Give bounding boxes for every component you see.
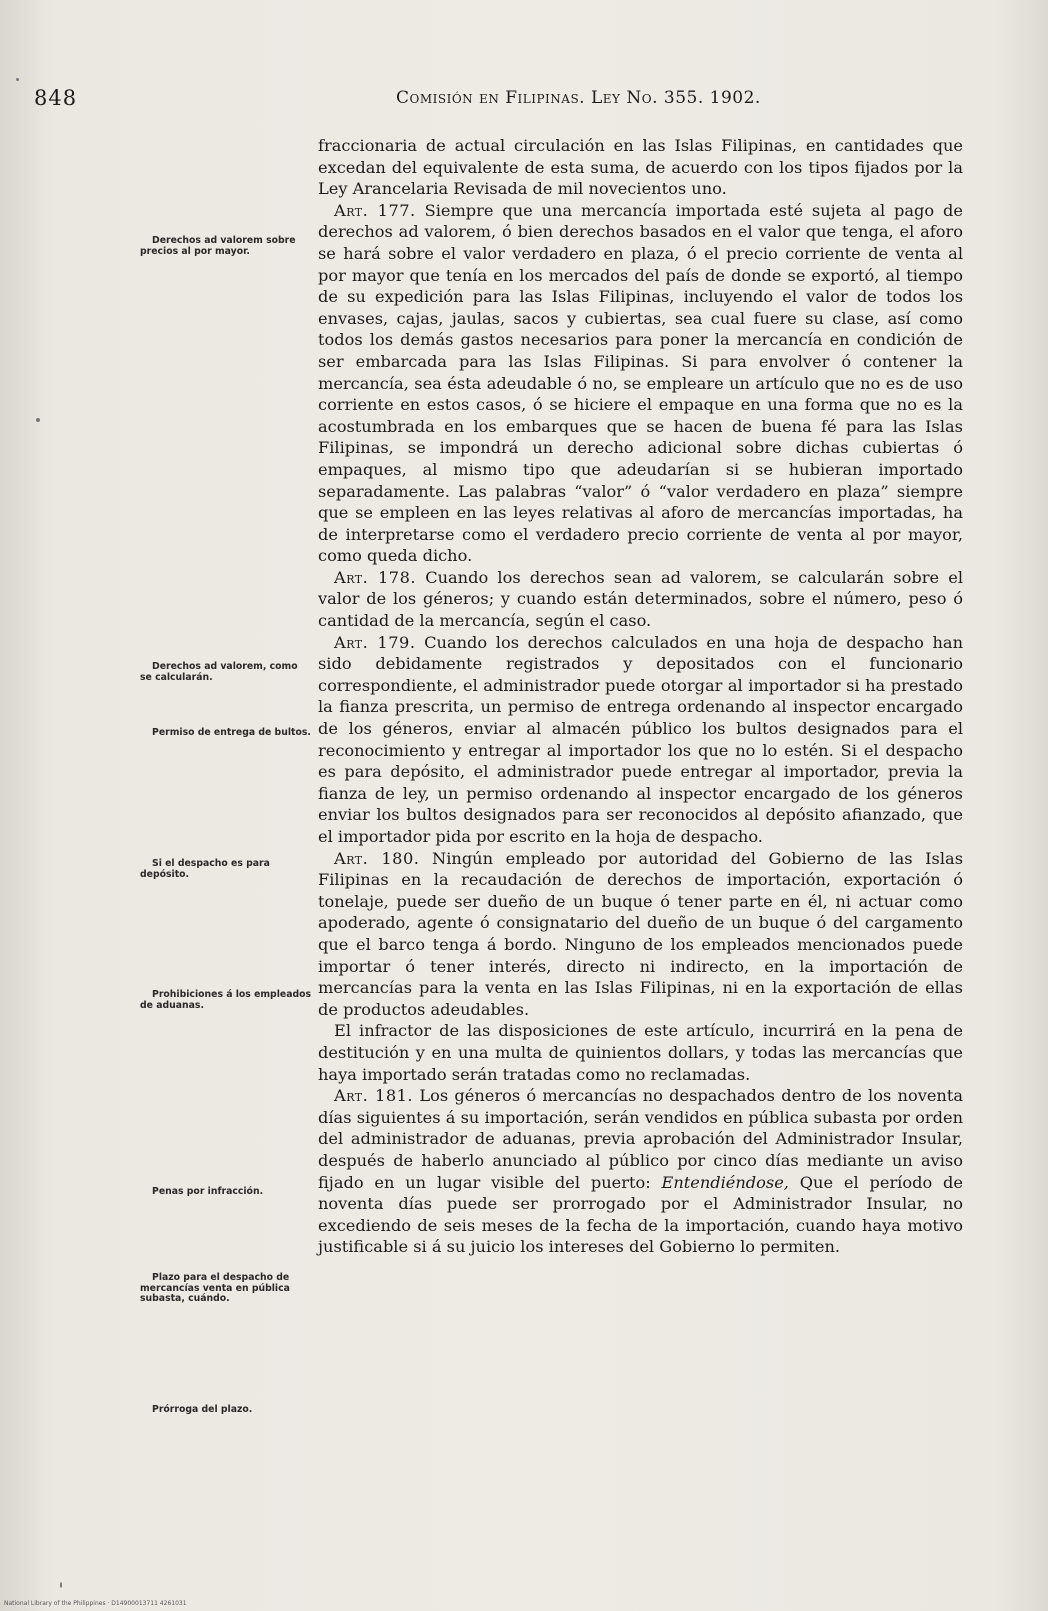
article-178-text: Cuando los derechos sean ad valorem, se calcularán sobre el valor de los géneros; y cuando están determinados, sobre el número, peso ó cantidad de la mercancía, según el caso. [318, 567, 963, 631]
article-177-text: Siempre que una mercancía importada esté sujeta al pago de derechos ad valorem, ó bien derechos basados en el valor que tenga, el aforo se hará sobre el valor verdadero en plaza, ó el precio corriente de venta al por mayor que tenía en los mercados del país de donde se exportó, al tiempo de su expedición para las Islas Filipinas, incluyendo el valor de todos los envases, cajas, jaulas, sacos y cubiertas, sea cual fuere su clase, así como todos los demás gastos necesarios para poner la mercancía en condición de ser embarcada para las Islas Filipinas. Si para envolver ó contener la mercancía, sea ésta adeudable ó no, se empleare un artículo que no es de uso corriente en estos casos, ó se hiciere el empaque en una forma que no es la acostumbrada en los embarques que se hacen de buena fé para las Islas Filipinas, se impondrá un derecho adicional sobre dichas cubiertas ó empaques, al mismo tipo que adeudarían si se hubieran importado separadamente. Las palabras “valor” ó “valor verdadero en plaza” siempre que se empleen en las leyes relativas al aforo de mercancías importadas, ha de interpretarse como el verdadero precio corriente de venta al por mayor, como queda dicho. [318, 200, 963, 566]
article-180-text: Ningún empleado por autoridad del Gobierno de las Islas Filipinas en la recaudación de derechos de importación, exportación ó tonelaje, puede ser dueño de un buque ó tener parte en él, ni actuar como apoderado, agente ó consignatario del dueño de un buque ó del cargamento que el barco tenga á bordo. Ninguno de los empleados mencionados puede importar ó tener interés, directo ni indirecto, en la importación de mercancías para la venta en las Islas Filipinas, ni en la exportación de ellas de productos adeudables. [318, 848, 963, 1019]
article-178-label: Art. 178. [334, 567, 417, 587]
sidenote-prorroga: Prórroga del plazo. [152, 1404, 253, 1415]
sidenote-despacho-deposito: Si el despacho es para depósito. [140, 858, 270, 880]
page-number: 848 [34, 86, 78, 110]
article-181-text-b: Que el período de noventa días puede ser prorrogado por el Administrador Insular, no excediendo de seis meses de la fecha de la importación, cuando haya motivo justificable si á su juicio los intereses del Gobierno lo permiten. [318, 1172, 963, 1257]
scan-speck [36, 418, 40, 422]
paragraph-penas: El infractor de las disposiciones de este artículo, incurrirá en la pena de destitución y en una multa de quinientos dollars, y todas las mercancías que haya importado serán tratadas como no reclamadas. [318, 1021, 963, 1084]
body-text [318, 135, 963, 1258]
article-177-label: Art. 177. [334, 200, 416, 220]
sidenote-ad-valorem-mayor: Derechos ad valorem sobre precios al por mayor. [140, 235, 296, 257]
sidenote-plazo-despacho: Plazo para el despacho de mercancías venta en pública subasta, cuándo. [140, 1272, 290, 1305]
article-179-text: Cuando los derechos calculados en una hoja de despacho han sido debidamente registrados y depositados con el funcionario correspondiente, el administrador puede otorgar al importador si ha prestado la fianza prescrita, un permiso de entrega ordenando al inspector encargado de los géneros, enviar al almacén público los bultos designados para el reconocimiento y entregar al importador los que no lo estén. Si el despacho es para depósito, el administrador puede entregar al importador, previa la fianza de ley, un permiso ordenando al inspector encargado de los géneros enviar los bultos designados para ser reconocidos al depósito afianzado, que el importador pida por escrito en la hoja de despacho. [318, 632, 964, 846]
sidenote-penas: Penas por infracción. [152, 1186, 264, 1197]
article-180 [318, 848, 963, 1021]
sidenote-prohibiciones: Prohibiciones á los empleados de aduanas. [140, 989, 312, 1011]
article-178 [318, 567, 963, 632]
article-177 [318, 200, 963, 567]
article-181-label: Art. 181. [334, 1086, 414, 1106]
sidenote-permiso-entrega: Permiso de entrega de bultos. [152, 727, 311, 738]
page-header [34, 86, 884, 122]
running-head: Comisión en Filipinas. Ley No. 355. 1902. [396, 88, 761, 108]
article-181-text-a: Los géneros ó mercancías no despachados dentro de los noventa días siguientes á su importación, serán vendidos en pública subasta por orden del administrador de aduanas, previa aprobación del Administrador Insular, después de haberlo anunciado al público por cinco días mediante un aviso fijado en un lugar visible del puerto: [318, 1086, 964, 1192]
article-180-label: Art. 180. [334, 848, 420, 868]
sidenote-como-calcular: Derechos ad valorem, como se calcularán. [140, 661, 298, 683]
scan-speck [16, 78, 19, 81]
article-179 [318, 632, 963, 848]
scan-credit: National Library of the Philippines · D14900013711 4261031 [4, 1600, 187, 1607]
article-181 [318, 1085, 963, 1258]
paragraph-continuation: fraccionaria de actual circulación en las Islas Filipinas, en cantidades que excedan del equivalente de esta suma, de acuerdo con los tipos fijados por la Ley Arancelaria Revisada de mil novecientos uno. [318, 136, 963, 199]
article-179-label: Art. 179. [334, 632, 416, 652]
article-181-emphasis: Entendiéndose, [661, 1172, 789, 1192]
scan-speck [60, 1582, 62, 1588]
